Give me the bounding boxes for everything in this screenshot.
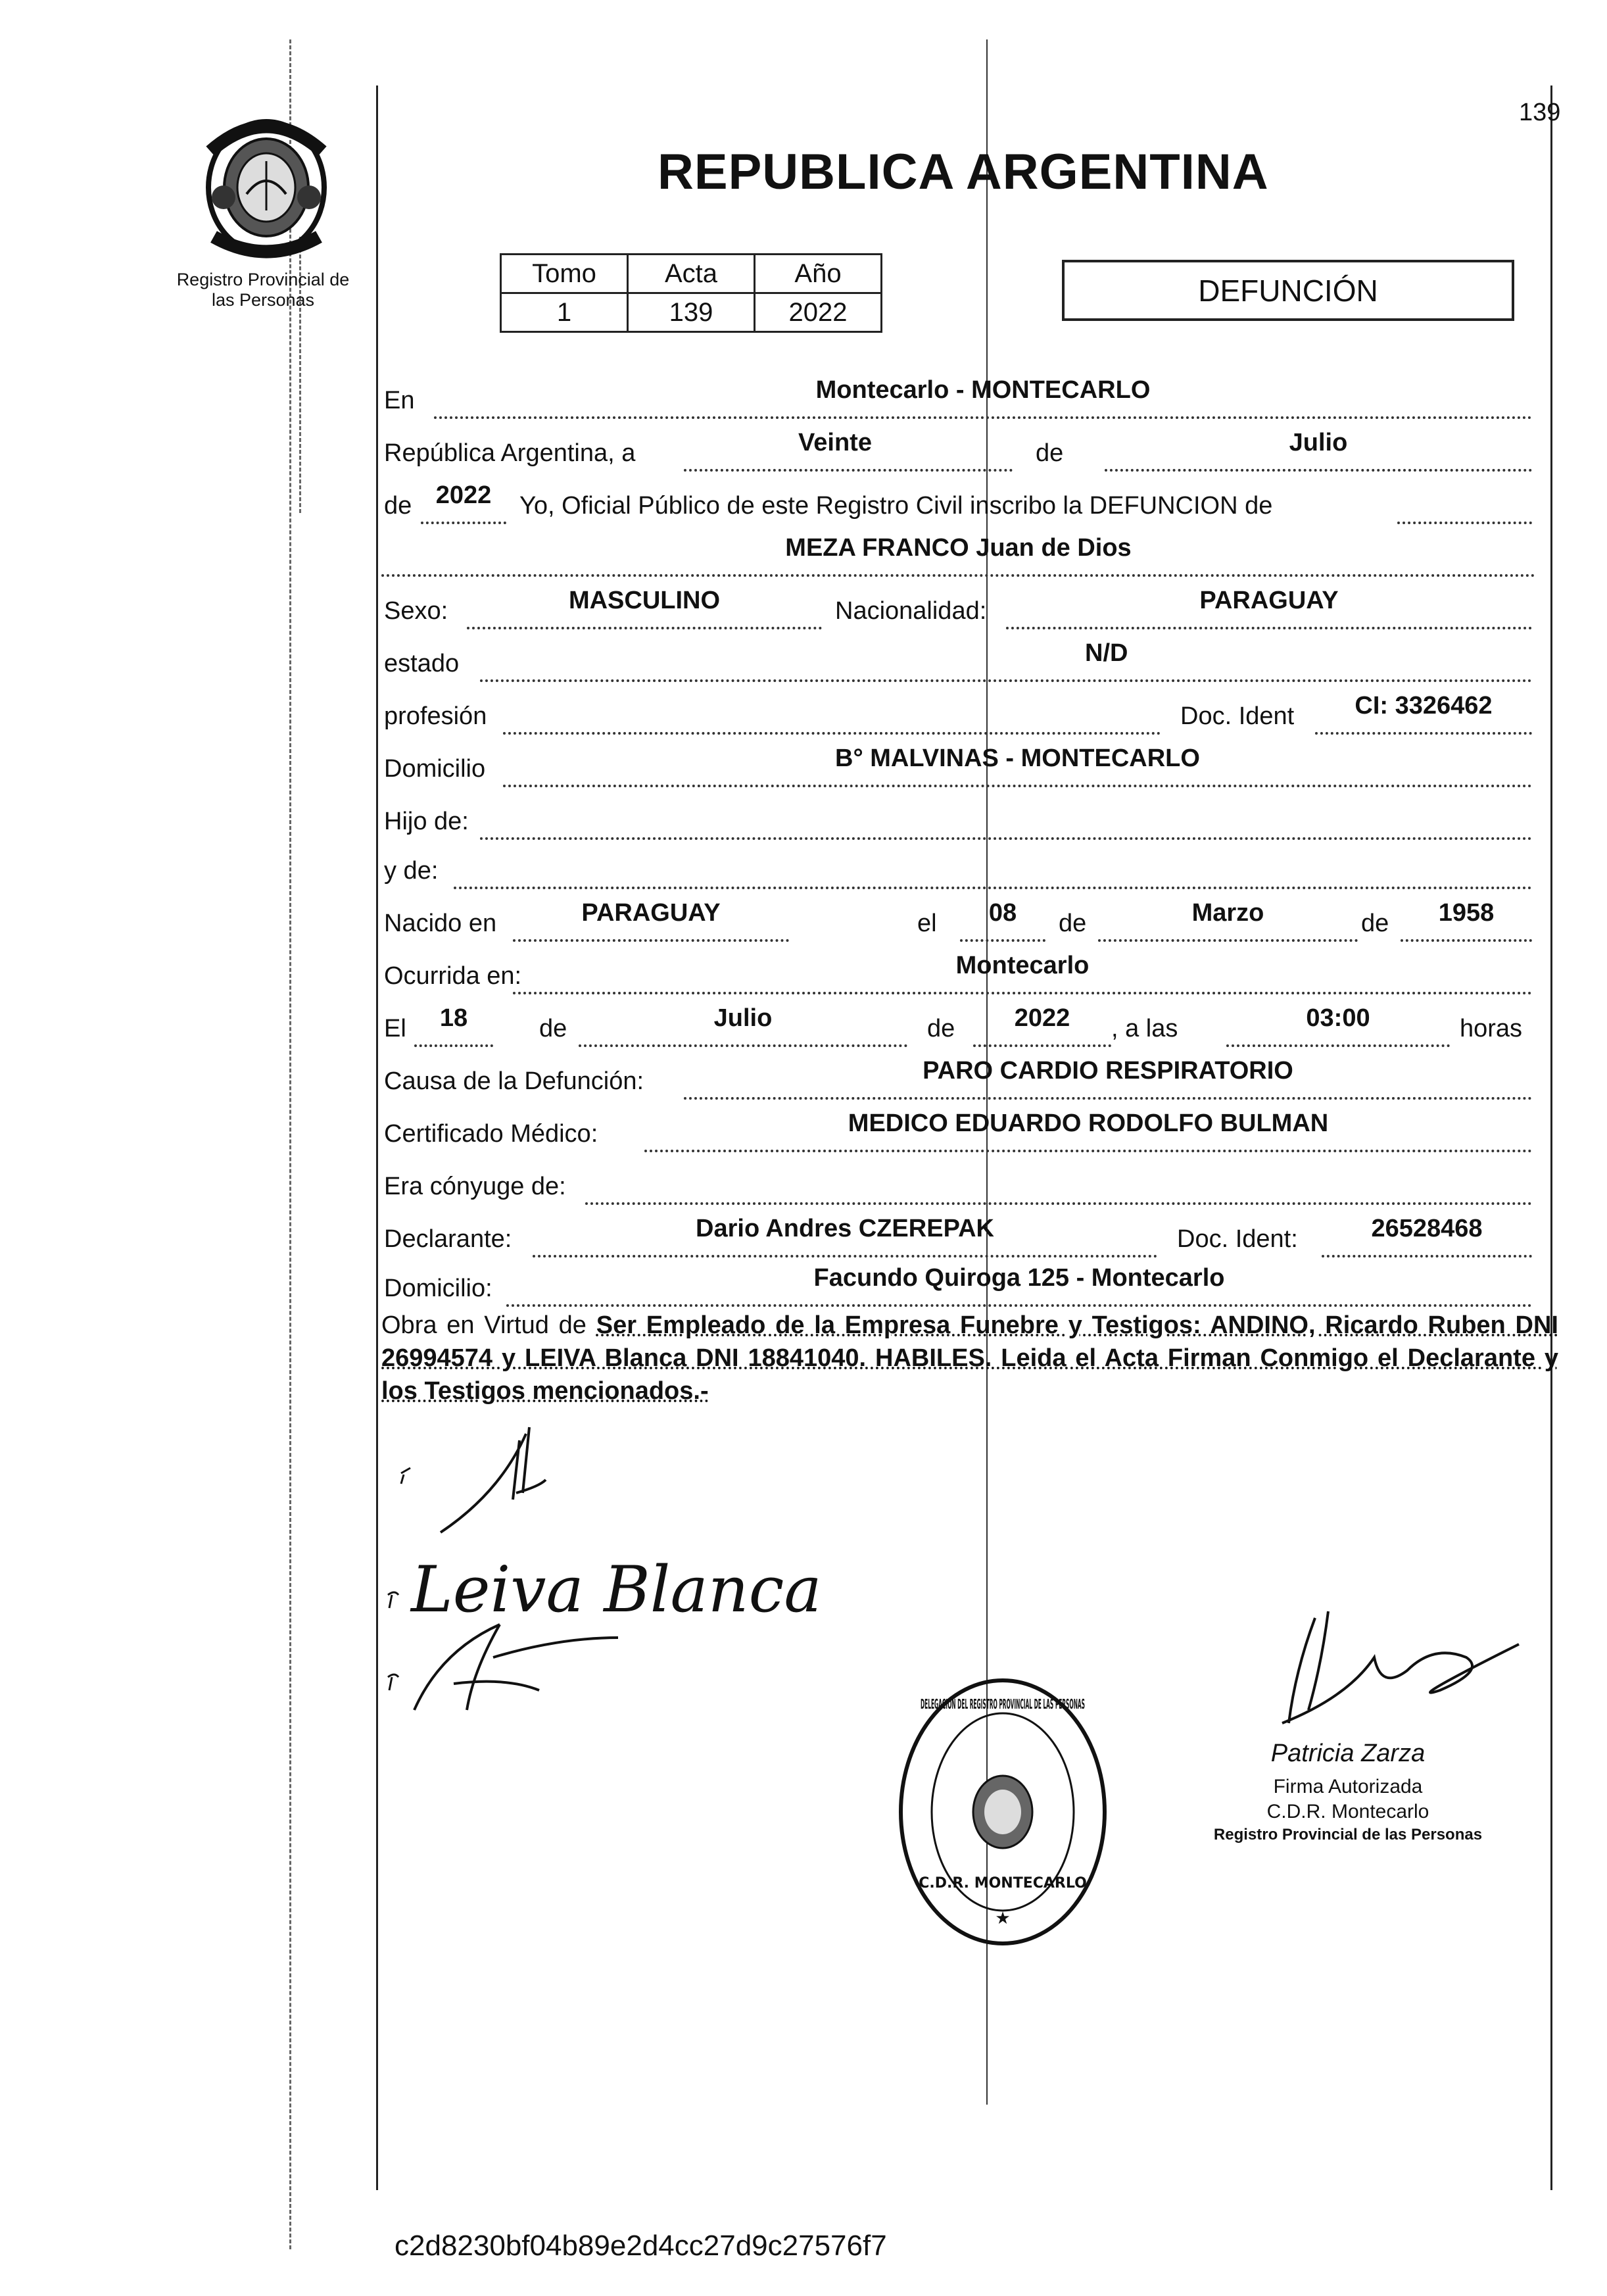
ocurrida-field <box>513 952 1532 994</box>
row-causa <box>381 1052 1535 1105</box>
death-day-value: 18 <box>439 1004 468 1032</box>
acta-header: Acta <box>628 255 755 293</box>
estado-label: estado <box>384 650 460 677</box>
anio-value: 2022 <box>755 293 882 332</box>
sex-value: MASCULINO <box>568 587 721 614</box>
declarante-doc-field <box>1322 1215 1532 1258</box>
document-hash: c2d8230bf04b89e2d4cc27d9c27576f7 <box>395 2230 887 2262</box>
act-year-value: 2022 <box>435 481 492 509</box>
estado-field <box>480 640 1532 682</box>
death-year-field <box>973 1005 1111 1047</box>
row-y-de <box>381 842 1535 894</box>
place-field <box>434 377 1532 419</box>
page-number: 139 <box>1519 99 1561 126</box>
profesion-label: profesión <box>384 702 487 730</box>
causa-label: Causa de la Defunción: <box>384 1067 644 1095</box>
deceased-name-value: MEZA FRANCO Juan de Dios <box>785 534 1132 562</box>
month-text-field <box>1105 429 1532 472</box>
de-year-label: de <box>384 492 412 520</box>
declarante-domicilio-value: Facundo Quiroga 125 - Montecarlo <box>813 1264 1225 1292</box>
death-time-value: 03:00 <box>1306 1004 1370 1032</box>
row-profesion <box>381 687 1535 740</box>
estado-value: N/D <box>1085 639 1128 667</box>
deceased-name-field <box>381 535 1535 577</box>
svg-text:★: ★ <box>995 1908 1011 1928</box>
row-date <box>381 424 1535 477</box>
ocurrida-value: Montecarlo <box>955 952 1090 979</box>
day-text-field <box>684 429 1013 472</box>
delegation-stamp-icon <box>894 1671 1111 1953</box>
signer-registry: Registro Provincial de las Personas <box>1213 1826 1483 1844</box>
declarante-doc-value: 26528468 <box>1371 1215 1483 1242</box>
domicilio-value: B° MALVINAS - MONTECARLO <box>835 745 1200 772</box>
acta-value: 139 <box>628 293 755 332</box>
row-conyuge <box>381 1158 1535 1210</box>
left-margin-rule <box>376 85 378 2190</box>
hijo-de-label: Hijo de: <box>384 808 469 835</box>
authorized-signature-icon <box>1269 1592 1532 1743</box>
row-ocurrida <box>381 947 1535 1000</box>
ocurrida-en-label: Ocurrida en: <box>384 962 522 990</box>
causa-value: PARO CARDIO RESPIRATORIO <box>923 1057 1293 1085</box>
signer-role: Firma Autorizada <box>1273 1776 1423 1797</box>
birth-year-field <box>1401 900 1532 942</box>
row-nacido <box>381 894 1535 947</box>
birth-day-field <box>960 900 1045 942</box>
a-las-label: , a las <box>1111 1015 1178 1042</box>
tomo-value: 1 <box>501 293 628 332</box>
death-day-field <box>414 1005 493 1047</box>
oficial-statement: Yo, Oficial Público de este Registro Civil inscribo la DEFUNCION de <box>519 492 1273 520</box>
el-cap-label: El <box>384 1015 406 1042</box>
el-label: el <box>917 910 937 937</box>
tomo-header: Tomo <box>501 255 628 293</box>
doc-ident-value: CI: 3326462 <box>1355 692 1493 720</box>
act-year-field <box>421 482 506 524</box>
place-value: Montecarlo - MONTECARLO <box>815 376 1151 404</box>
de-death-year-label: de <box>927 1015 955 1042</box>
svg-text:DELEGACION DEL REGISTRO PROVIN: DELEGACION DEL REGISTRO PROVINCIAL DE LAS PERSONAS <box>921 1696 1085 1712</box>
declarante-signature-icon <box>388 1414 598 1546</box>
certificado-label: Certificado Médico: <box>384 1120 598 1148</box>
birth-year-value: 1958 <box>1438 899 1495 927</box>
declarante-doc-label: Doc. Ident: <box>1177 1225 1298 1253</box>
republica-label: República Argentina, a <box>384 439 636 467</box>
conyuge-label: Era cónyuge de: <box>384 1173 566 1200</box>
domicilio-field <box>503 745 1532 787</box>
en-label: En <box>384 387 415 414</box>
svg-text:Leiva Blanca: Leiva Blanca <box>411 1553 822 1626</box>
birth-month-value: Marzo <box>1191 899 1264 927</box>
death-year-value: 2022 <box>1014 1004 1070 1032</box>
nationality-field <box>1006 587 1532 629</box>
de-birth-year-label: de <box>1361 910 1389 937</box>
death-month-value: Julio <box>713 1004 773 1032</box>
row-name <box>381 529 1535 582</box>
conyuge-field <box>585 1163 1532 1205</box>
row-en <box>381 372 1535 424</box>
obra-en-virtud-paragraph <box>381 1309 1558 1407</box>
declarante-value: Dario Andres CZEREPAK <box>696 1215 994 1242</box>
obra-label: Obra en Virtud de <box>381 1311 587 1339</box>
sex-field <box>467 587 822 629</box>
right-margin-rule <box>1550 85 1552 2190</box>
svg-text:C.D.R. MONTECARLO: C.D.R. MONTECARLO <box>919 1875 1087 1892</box>
day-text-value: Veinte <box>798 429 872 456</box>
row-hijo-de <box>381 793 1535 845</box>
oficial-tail-field <box>1397 482 1532 524</box>
act-type-box <box>1062 260 1514 321</box>
certificado-field <box>644 1110 1532 1152</box>
anio-header: Año <box>755 255 882 293</box>
record-table <box>500 253 882 333</box>
left-perforation <box>289 39 291 2249</box>
row-estado <box>381 635 1535 687</box>
row-declarante <box>381 1210 1535 1263</box>
sex-label: Sexo: <box>384 597 448 625</box>
causa-field <box>684 1058 1532 1100</box>
de-label: de <box>1036 439 1064 467</box>
death-month-field <box>579 1005 907 1047</box>
birth-month-field <box>1098 900 1358 942</box>
nacido-en-label: Nacido en <box>384 910 497 937</box>
row-sex <box>381 582 1535 635</box>
obra-text: Ser Empleado de la Empresa Funebre y Testigos: ANDINO, Ricardo Ruben DNI 26994574 y LEIVA Blanca DNI 18841040. HABILES. Leida el Acta Firman Conmigo el Declarante y los Testigos mencionados.- <box>381 1311 1558 1405</box>
act-type-label: DEFUNCIÓN <box>1198 273 1378 308</box>
birth-day-value: 08 <box>988 899 1017 927</box>
y-de-label: y de: <box>384 857 439 885</box>
birthplace-value: PARAGUAY <box>581 899 721 927</box>
declarante-label: Declarante: <box>384 1225 512 1253</box>
row-certificado <box>381 1105 1535 1158</box>
signer-office: C.D.R. Montecarlo <box>1266 1801 1429 1822</box>
hijo-de-field <box>480 798 1532 840</box>
de-birth-month-label: de <box>1059 910 1087 937</box>
signer-name: Patricia Zarza <box>1270 1740 1426 1767</box>
declarante-field <box>533 1215 1157 1258</box>
certificado-value: MEDICO EDUARDO RODOLFO BULMAN <box>848 1110 1329 1137</box>
profesion-field <box>503 693 1161 735</box>
witness-signature-icon <box>375 1611 638 1730</box>
doc-ident-label: Doc. Ident <box>1180 702 1295 730</box>
de-death-month-label: de <box>539 1015 567 1042</box>
row-fecha-defuncion <box>381 1000 1535 1052</box>
page-title: REPUBLICA ARGENTINA <box>658 144 1269 200</box>
y-de-field <box>454 847 1532 889</box>
declarante-domicilio-field <box>506 1265 1532 1307</box>
month-text-value: Julio <box>1289 429 1348 456</box>
death-time-field <box>1226 1005 1450 1047</box>
declarante-domicilio-label: Domicilio: <box>384 1275 492 1302</box>
row-declarante-domicilio <box>381 1259 1535 1312</box>
domicilio-label: Domicilio <box>384 755 486 783</box>
province-seal-icon <box>184 105 348 270</box>
doc-ident-field <box>1315 693 1532 735</box>
row-oficial <box>381 477 1535 529</box>
row-domicilio <box>381 740 1535 793</box>
nationality-value: PARAGUAY <box>1199 587 1339 614</box>
nationality-label: Nacionalidad: <box>835 597 987 625</box>
horas-label: horas <box>1460 1015 1523 1042</box>
registry-label: Registro Provincial de las Personas <box>176 270 350 310</box>
birthplace-field <box>513 900 789 942</box>
